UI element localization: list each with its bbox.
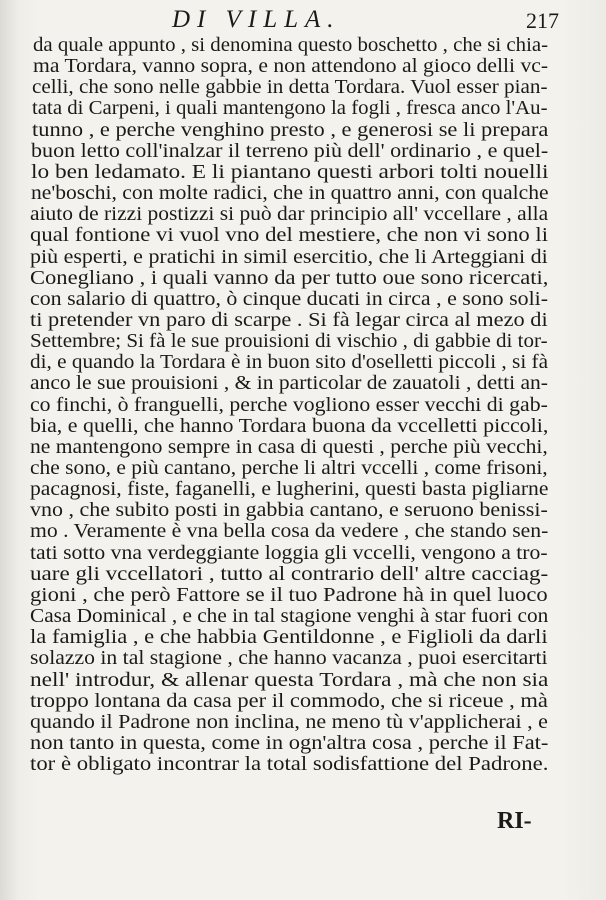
text-line: vno , che subito posti in gabbia cantano, e seruono benissi-: [30, 499, 548, 522]
text-line: tati sotto vna verdeggiante loggia gli vccelli, vengono a tro-: [30, 541, 548, 564]
text-line: co finchi, ò franguelli, perche vogliono esser vecchi di gab-: [30, 393, 548, 416]
text-line: bia, e quelli, che hanno Tordara buona da vccelletti piccoli,: [30, 414, 549, 437]
text-line: non tanto in questa, come in ogn'altra cosa , perche il Fat-: [30, 731, 549, 754]
text-line: di, e quando la Tordara è in buon sito d'oselletti piccoli , si fà: [30, 351, 549, 374]
text-line: pacagnosi, fiste, faganelli, e lugherini, questi basta pigliarne: [30, 478, 549, 501]
text-line: nell' introdur, & allenar questa Tordara , mà che non sia: [30, 668, 549, 691]
text-line: tor è obligato incontrar la total sodisfattione del Padrone.: [30, 753, 549, 776]
text-line: tata di Carpeni, i quali mantengono la fogli , fresca anco l'Au-: [31, 97, 548, 120]
text-line: solazzo in tal stagione , che hanno vacanza , puoi esercitarti: [30, 647, 548, 670]
text-line: la famiglia , e che habbia Gentildonne , e Figlioli da darli: [30, 626, 548, 649]
text-line: tunno , e perche venghino presto , e generosi se li prepara: [31, 118, 548, 141]
text-line: Casa Dominical , e che in tal stagione venghi à star fuori con: [30, 605, 549, 628]
text-line: lo ben ledamato. E li piantano questi arbori tolti nouelli: [30, 160, 549, 183]
text-line: gioni , che però Fattore se il tuo Padrone hà in quel luoco: [30, 583, 548, 606]
text-line: più esperti, e pratichi in simil esercitio, che li Arteggiani di: [30, 245, 548, 268]
text-line: Conegliano , i quali vanno da per tutto oue sono ricercati,: [30, 266, 549, 289]
text-line: mo . Veramente è vna bella cosa da vedere , che stando sen-: [30, 520, 549, 543]
text-line: ne mantengono sempre in casa di questi , perche più vecchi,: [30, 435, 548, 458]
text-line: ti pretender vn paro di scarpe . Si fà legar circa al mezo di: [30, 308, 548, 331]
text-line: celli, che sono nelle gabbie in detta Tordara. Vuol esser pian-: [32, 76, 548, 99]
running-title: DI VILLA.: [172, 6, 341, 33]
catchword: RI-: [497, 808, 532, 834]
text-line: con salario di quattro, ò cinque ducati in circa , e sono soli-: [30, 287, 549, 310]
text-line: troppo lontana da casa per il commodo, che si riceue , mà: [30, 689, 548, 712]
text-line: Settembre; Si fà le sue prouisioni di vischio , di gabbie di tor-: [30, 330, 548, 353]
text-line: quando il Padrone non inclina, ne meno tù v'applicherai , e: [30, 710, 548, 733]
page-number: 217: [526, 8, 559, 33]
text-line: qual fontione vi vuol vno del mestiere, che non vi sono li: [30, 224, 548, 247]
text-line: buon letto coll'inalzar il terreno più dell' ordinario , e quel-: [31, 139, 549, 162]
text-line: uare gli vccellatori , tutto al contrario dell' altre cacciag-: [30, 562, 549, 585]
text-line: ma Tordara, vanno sopra, e non attendono al gioco delli vc-: [32, 55, 548, 78]
text-line: ne'boschi, con molte radici, che in quattro anni, con qualche: [30, 182, 549, 205]
text-line: che sono, e più cantano, perche li altri vccelli , come frisoni,: [30, 457, 548, 479]
text-line: anco le sue prouisioni , & in particolar de zauatoli , detti an-: [30, 372, 548, 395]
text-line: aiuto de rizzi postizzi si può dar principio all' vccellare , alla: [30, 203, 549, 226]
text-line: da quale appunto , si denomina questo boschetto , che si chia-: [33, 34, 549, 56]
